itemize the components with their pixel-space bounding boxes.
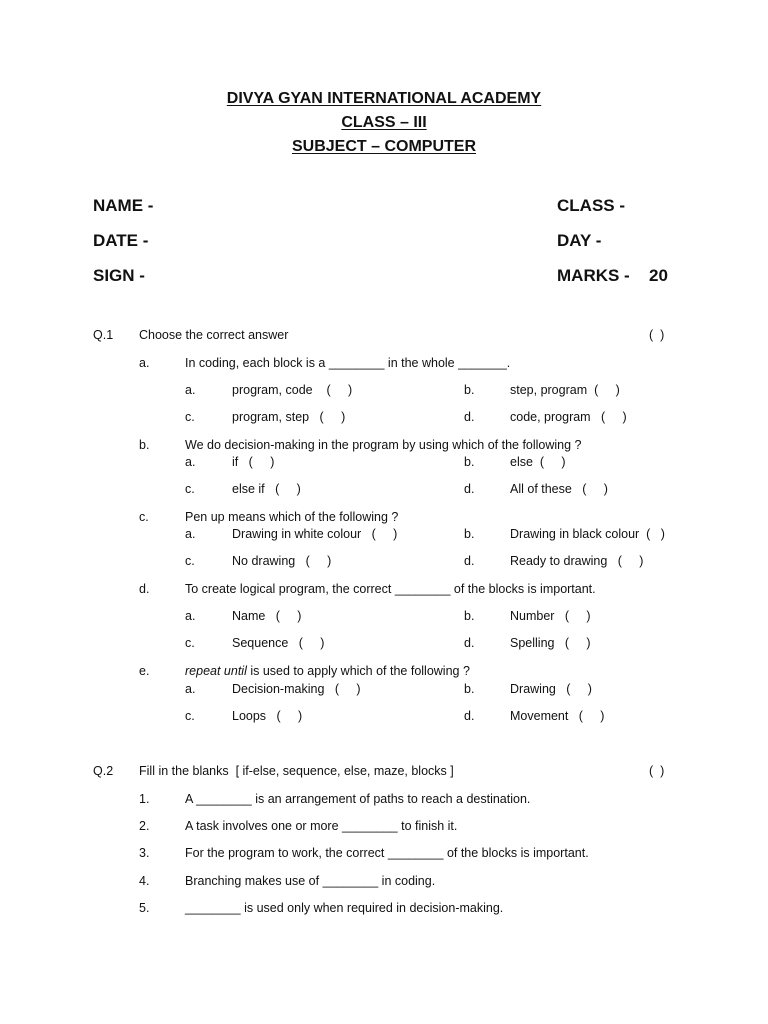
option-text[interactable]: Ready to drawing ( ) [510,554,644,568]
day-label: DAY - [557,231,602,250]
question-text: We do decision-making in the program by using which of the following ? [185,438,582,452]
option-letter: c. [185,482,195,496]
option-letter: a. [185,527,196,541]
option-text[interactable]: if ( ) [232,455,275,469]
option-letter: a. [185,383,196,397]
option-letter: d. [464,636,475,650]
question-text [185,663,470,679]
fill-number: 2. [139,819,150,833]
option-text[interactable]: Loops ( ) [232,709,303,723]
fill-text: ________ is used only when required in decision-making. [185,901,504,915]
question-letter: c. [139,510,149,524]
sign-label: SIGN - [93,266,145,285]
fill-text: For the program to work, the correct ________ of the blocks is important. [185,846,589,860]
fill-number: 3. [139,846,150,860]
option-letter: b. [464,527,475,541]
option-letter: b. [464,455,475,469]
question-text: To create logical program, the correct ________ of the blocks is important. [185,582,596,596]
option-letter: d. [464,410,475,424]
question-text: Pen up means which of the following ? [185,510,399,524]
option-text[interactable]: Movement ( ) [510,709,605,723]
option-text[interactable]: code, program ( ) [510,410,627,424]
q1-instruction: Choose the correct answer [139,328,289,342]
option-text[interactable]: Decision-making ( ) [232,682,361,696]
option-text[interactable]: Drawing ( ) [510,682,592,696]
option-letter: b. [464,682,475,696]
option-text[interactable]: Drawing in white colour ( ) [232,527,398,541]
option-letter: b. [464,609,475,623]
q1-marks-box: ( ) [649,328,665,342]
option-text[interactable]: Drawing in black colour ( ) [510,527,665,541]
option-text[interactable]: step, program ( ) [510,383,620,397]
option-text[interactable]: program, code ( ) [232,383,353,397]
option-text[interactable]: Sequence ( ) [232,636,325,650]
option-text[interactable]: No drawing ( ) [232,554,332,568]
name-label: NAME - [93,196,154,215]
fill-number: 4. [139,874,150,888]
option-text[interactable]: program, step ( ) [232,410,346,424]
option-letter: d. [464,709,475,723]
option-text[interactable]: All of these ( ) [510,482,608,496]
question-letter: a. [139,356,150,370]
subject-title: SUBJECT – COMPUTER [291,138,477,155]
option-text[interactable]: Spelling ( ) [510,636,591,650]
q2-number: Q.2 [93,764,114,778]
question-letter: d. [139,582,150,596]
option-letter: c. [185,410,195,424]
question-letter: b. [139,438,150,452]
option-letter: c. [185,709,195,723]
class-title: CLASS – III [341,114,427,131]
question-italic-term: repeat until [185,664,247,678]
option-text[interactable]: Name ( ) [232,609,302,623]
option-letter: a. [185,455,196,469]
option-letter: a. [185,609,196,623]
q2-marks-box: ( ) [649,764,665,778]
option-text[interactable]: Number ( ) [510,609,591,623]
marks-label: MARKS - [557,266,630,285]
q1-number: Q.1 [93,328,114,342]
fill-number: 5. [139,901,150,915]
class-label: CLASS - [557,196,625,215]
marks-value: 20 [649,266,668,285]
question-text: In coding, each block is a ________ in the whole _______. [185,356,511,370]
option-text[interactable]: else ( ) [510,455,566,469]
option-letter: a. [185,682,196,696]
school-name: DIVYA GYAN INTERNATIONAL ACADEMY [226,90,542,107]
question-letter: e. [139,664,150,678]
question-text-rest: is used to apply which of the following ? [246,664,470,678]
fill-text: A ________ is an arrangement of paths to reach a destination. [185,792,531,806]
option-letter: c. [185,636,195,650]
option-letter: d. [464,554,475,568]
fill-text: A task involves one or more ________ to finish it. [185,819,458,833]
option-letter: c. [185,554,195,568]
q2-instruction: Fill in the blanks [ if-else, sequence, else, maze, blocks ] [139,764,454,778]
option-letter: d. [464,482,475,496]
option-letter: b. [464,383,475,397]
option-text[interactable]: else if ( ) [232,482,301,496]
fill-number: 1. [139,792,150,806]
date-label: DATE - [93,231,149,250]
fill-text: Branching makes use of ________ in coding. [185,874,436,888]
